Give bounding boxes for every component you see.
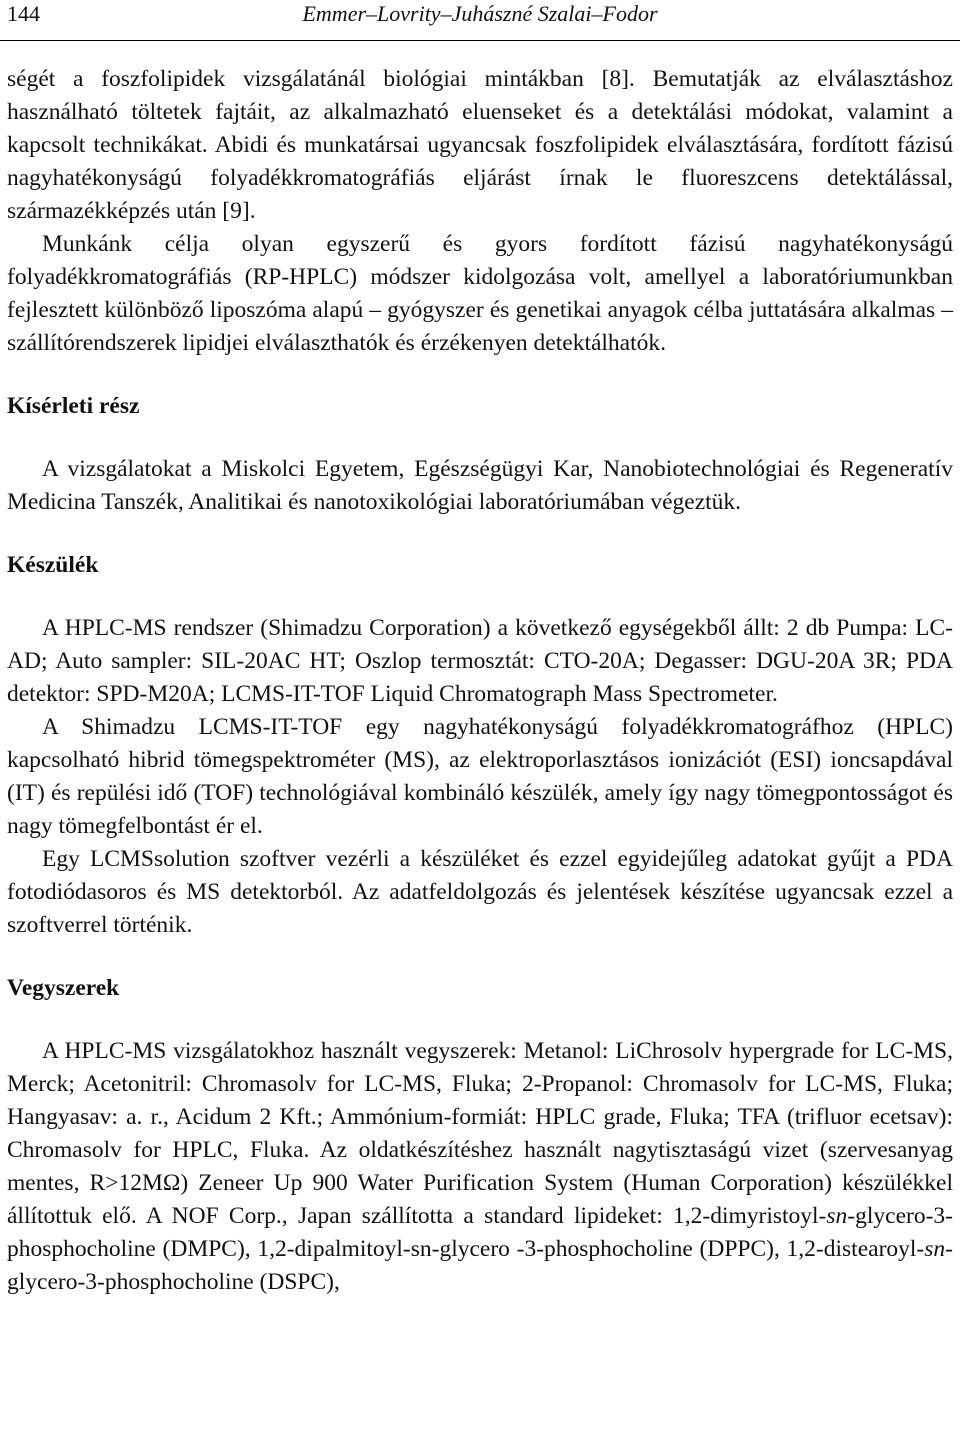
apparatus-paragraph-2: A Shimadzu LCMS-IT-TOF egy nagyhatékonyságú folyadékkromatográfhoz (HPLC) kapcsolható hibrid tömegspektrométer (MS), az elektroporlasztásos ionizációt (ESI) ioncsapdával (IT) és repülési idő (TOF) technológiával kombináló készülék, amely így nagy tömegpontosságot és nagy tömegfelbontást ér el. — [7, 714, 953, 839]
sn-italic-2: sn — [924, 1236, 946, 1262]
page-body — [7, 63, 953, 1299]
page-number: 144 — [7, 1, 40, 26]
reagents-text-b: -glycero-3-phosphocholine (DMPC), 1,2-dipalmitoyl-sn-glycero -3-phosphocholine (DPPC), 1,2-distearoyl- — [7, 1203, 953, 1262]
sn-italic-1: sn — [826, 1203, 848, 1229]
reagents-text-c: -glycero-3-phosphocholine (DSPC), — [7, 1236, 953, 1295]
intro-paragraph-1: ségét a foszfolipidek vizsgálatánál biológiai mintákban [8]. Bemutatják az elválasztáshoz használható töltetek fajtáit, az alkalmazható eluenseket és a detektálási módokat, valamint a kapcsolt technikákat. Abidi és munkatársai ugyancsak foszfolipidek elválasztására, fordított fázisú nagyhatékonyságú folyadékkromatográfiás eljárást írnak le fluoreszcens detektálással, származékképzés után [9]. — [7, 66, 953, 224]
page-header — [0, 0, 960, 41]
section-heading-reagents: Vegyszerek — [7, 975, 120, 1001]
intro-paragraph-2: Munkánk célja olyan egyszerű és gyors fordított fázisú nagyhatékonyságú folyadékkromatográfiás (RP-HPLC) módszer kidolgozása volt, amellyel a laboratóriumunkban fejlesztett különböző liposzóma alapú – gyógyszer és genetikai anyagok célba juttatására alkalmas – szállítórendszerek lipidjei elválaszthatók és érzékenyen detektálhatók. — [7, 231, 953, 356]
reagents-text-a: A HPLC-MS vizsgálatokhoz használt vegyszerek: Metanol: LiChrosolv hypergrade for LC-MS, Merck; Acetonitril: Chromasolv for LC-MS, Fluka; 2-Propanol: Chromasolv for LC-MS, Fluka; Hangyasav: a. r., Acidum 2 Kft.; Ammónium-formiát: HPLC grade, Fluka; TFA (trifluor ecetsav): Chromasolv for HPLC, Fluka. Az oldatkészítéshez használt nagytisztaságú vizet (szervesanyag mentes, R>12MΩ) Zeneer Up 900 Water Purification System (Human Corporation) készülékkel állítottuk elő. A NOF Corp., Japan szállította a standard lipideket: 1,2-dimyristoyl- — [7, 1038, 953, 1229]
apparatus-paragraph-1: A HPLC-MS rendszer (Shimadzu Corporation) a következő egységekből állt: 2 db Pumpa: LC-AD; Auto sampler: SIL-20AC HT; Oszlop termosztát: CTO-20A; Degasser: DGU-20A 3R; PDA detektor: SPD-M20A; LCMS-IT-TOF Liquid Chromatograph Mass Spectrometer. — [7, 615, 953, 707]
section-heading-experimental: Kísérleti rész — [7, 393, 140, 419]
reagents-paragraph — [7, 1035, 953, 1299]
experimental-paragraph: A vizsgálatokat a Miskolci Egyetem, Egészségügyi Kar, Nanobiotechnológiai és Regeneratív Medicina Tanszék, Analitikai és nanotoxikológiai laboratóriumában végeztük. — [7, 456, 953, 515]
apparatus-paragraph-3: Egy LCMSsolution szoftver vezérli a készüléket és ezzel egyidejűleg adatokat gyűjt a PDA fotodiódasoros és MS detektorból. Az adatfeldolgozás és jelentések készítése ugyancsak ezzel a szoftverrel történik. — [7, 846, 953, 938]
section-heading-apparatus: Készülék — [7, 552, 99, 578]
running-head: Emmer–Lovrity–Juhászné Szalai–Fodor — [302, 1, 658, 26]
